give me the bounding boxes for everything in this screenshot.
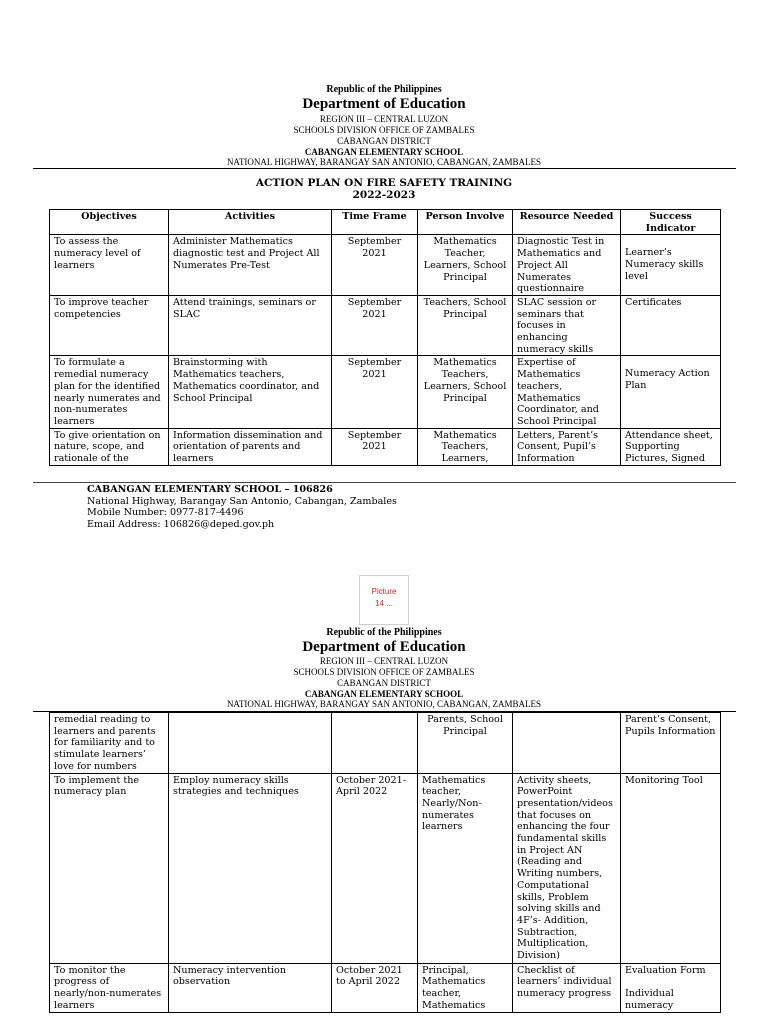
table-row bbox=[50, 713, 721, 774]
picture-placeholder bbox=[359, 575, 409, 625]
footer-email: Email Address: 106826@deped.gov.ph bbox=[87, 519, 275, 531]
school-footer bbox=[87, 484, 397, 531]
cell-objective: To assess the numeracy level of learners bbox=[50, 235, 169, 296]
cell-time-frame: September 2021 bbox=[332, 235, 418, 296]
cell-resource: Expertise of Mathematics teachers, Mathematics Coordinator, and School Principal bbox=[513, 356, 621, 428]
cell-objective: To formulate a remedial numeracy plan for the identified nearly numerates and non-numerates learners bbox=[50, 356, 169, 428]
cell-resource: Diagnostic Test in Mathematics and Project All Numerates questionnaire bbox=[513, 235, 621, 296]
cell-person: Mathematics teacher, Nearly/Non-numerates learners bbox=[418, 773, 513, 963]
cell-activity: Employ numeracy skills strategies and techniques bbox=[169, 773, 332, 963]
column-header-success-indicator: Success Indicator bbox=[621, 210, 721, 235]
footer-mobile: Mobile Number: 0977-817-4496 bbox=[87, 507, 244, 519]
republic-label: Republic of the Philippines bbox=[326, 84, 442, 95]
district-label: CABANGAN DISTRICT bbox=[337, 678, 431, 688]
plan-year: 2022-2023 bbox=[352, 189, 416, 201]
cell-indicator: Attendance sheet, Supporting Pictures, Signed bbox=[621, 428, 721, 465]
cell-indicator: Parent’s Consent, Pupils Information bbox=[621, 713, 721, 774]
school-name: CABANGAN ELEMENTARY SCHOOL bbox=[304, 147, 464, 157]
cell-indicator: Numeracy Action Plan bbox=[621, 356, 721, 428]
department-title: Department of Education bbox=[302, 639, 466, 655]
column-header-time-frame: Time Frame bbox=[332, 210, 418, 235]
school-address: NATIONAL HIGHWAY, BARANGAY SAN ANTONIO, CABANGAN, ZAMBALES bbox=[226, 699, 542, 709]
cell-activity bbox=[169, 713, 332, 774]
cell-activity: Information dissemination and orientation of parents and learners bbox=[169, 428, 332, 465]
district-label: CABANGAN DISTRICT bbox=[337, 136, 431, 146]
action-plan-table-continued bbox=[49, 712, 721, 1013]
footer-school-id: CABANGAN ELEMENTARY SCHOOL – 106826 bbox=[87, 484, 333, 495]
cell-time-frame bbox=[332, 713, 418, 774]
table-row bbox=[50, 428, 721, 465]
cell-activity: Administer Mathematics diagnostic test and Project All Numerates Pre-Test bbox=[169, 235, 332, 296]
cell-person: Mathematics Teacher, Learners, School Principal bbox=[418, 235, 513, 296]
cell-time-frame: September 2021 bbox=[332, 356, 418, 428]
cell-resource: SLAC session or seminars that focuses in enhancing numeracy skills bbox=[513, 295, 621, 356]
table-row bbox=[50, 356, 721, 428]
footer-address: National Highway, Barangay San Antonio, Cabangan, Zambales bbox=[87, 495, 397, 507]
cell-resource bbox=[513, 713, 621, 774]
cell-activity: Numeracy intervention observation bbox=[169, 963, 332, 1012]
cell-objective: remedial reading to learners and parents for familiarity and to stimulate learners’ love for numbers bbox=[50, 713, 169, 774]
cell-objective: To implement the numeracy plan bbox=[50, 773, 169, 963]
cell-activity: Brainstorming with Mathematics teachers, Mathematics coordinator, and School Principal bbox=[169, 356, 332, 428]
region-label: REGION III – CENTRAL LUZON bbox=[319, 656, 449, 666]
cell-indicator: Learner’s Numeracy skills level bbox=[621, 235, 721, 296]
table-row bbox=[50, 295, 721, 356]
column-header-resource-needed: Resource Needed bbox=[513, 210, 621, 235]
table-row bbox=[50, 235, 721, 296]
department-title: Department of Education bbox=[302, 96, 466, 112]
action-plan-table bbox=[49, 209, 721, 466]
cell-time-frame: September 2021 bbox=[332, 295, 418, 356]
cell-objective: To monitor the progress of nearly/non-numerates learners bbox=[50, 963, 169, 1012]
footer-divider bbox=[33, 482, 736, 483]
cell-person: Mathematics Teachers, Learners, School Principal bbox=[418, 356, 513, 428]
division-label: SCHOOLS DIVISION OFFICE OF ZAMBALES bbox=[293, 667, 475, 677]
cell-person: Mathematics Teachers, Learners, bbox=[418, 428, 513, 465]
column-header-person-involve: Person Involve bbox=[418, 210, 513, 235]
cell-person: Principal, Mathematics teacher, Mathematics bbox=[418, 963, 513, 1012]
school-name: CABANGAN ELEMENTARY SCHOOL bbox=[304, 689, 464, 699]
cell-resource: Checklist of learners’ individual numeracy progress bbox=[513, 963, 621, 1012]
column-header-activities: Activities bbox=[169, 210, 332, 235]
column-header-objectives: Objectives bbox=[50, 210, 169, 235]
cell-person: Parents, School Principal bbox=[418, 713, 513, 774]
cell-indicator: Monitoring Tool bbox=[621, 773, 721, 963]
header-divider bbox=[33, 168, 736, 169]
cell-indicator: Evaluation Form Individual numeracy bbox=[621, 963, 721, 1012]
cell-objective: To give orientation on nature, scope, and rationale of the bbox=[50, 428, 169, 465]
cell-indicator: Certificates bbox=[621, 295, 721, 356]
region-label: REGION III – CENTRAL LUZON bbox=[319, 114, 449, 124]
republic-label: Republic of the Philippines bbox=[326, 627, 442, 638]
cell-time-frame: September 2021 bbox=[332, 428, 418, 465]
plan-title: ACTION PLAN ON FIRE SAFETY TRAINING bbox=[255, 177, 513, 189]
picture-label: Picture bbox=[371, 587, 397, 596]
cell-person: Teachers, School Principal bbox=[418, 295, 513, 356]
picture-sublabel: 14 ... bbox=[375, 599, 393, 608]
cell-objective: To improve teacher competencies bbox=[50, 295, 169, 356]
cell-time-frame: October 2021 to April 2022 bbox=[332, 963, 418, 1012]
cell-resource: Activity sheets, PowerPoint presentation/videos that focuses on enhancing the four fundamental skills in Project AN (Reading and Writing numbers, Computational skills, Problem solving skills and 4F’s- Addition, Subtraction, Multiplication, Division) bbox=[513, 773, 621, 963]
table-row bbox=[50, 963, 721, 1012]
school-address: NATIONAL HIGHWAY, BARANGAY SAN ANTONIO, CABANGAN, ZAMBALES bbox=[226, 157, 542, 167]
cell-resource: Letters, Parent’s Consent, Pupil’s Information bbox=[513, 428, 621, 465]
cell-time-frame: October 2021- April 2022 bbox=[332, 773, 418, 963]
division-label: SCHOOLS DIVISION OFFICE OF ZAMBALES bbox=[293, 125, 475, 135]
table-row bbox=[50, 773, 721, 963]
cell-activity: Attend trainings, seminars or SLAC bbox=[169, 295, 332, 356]
